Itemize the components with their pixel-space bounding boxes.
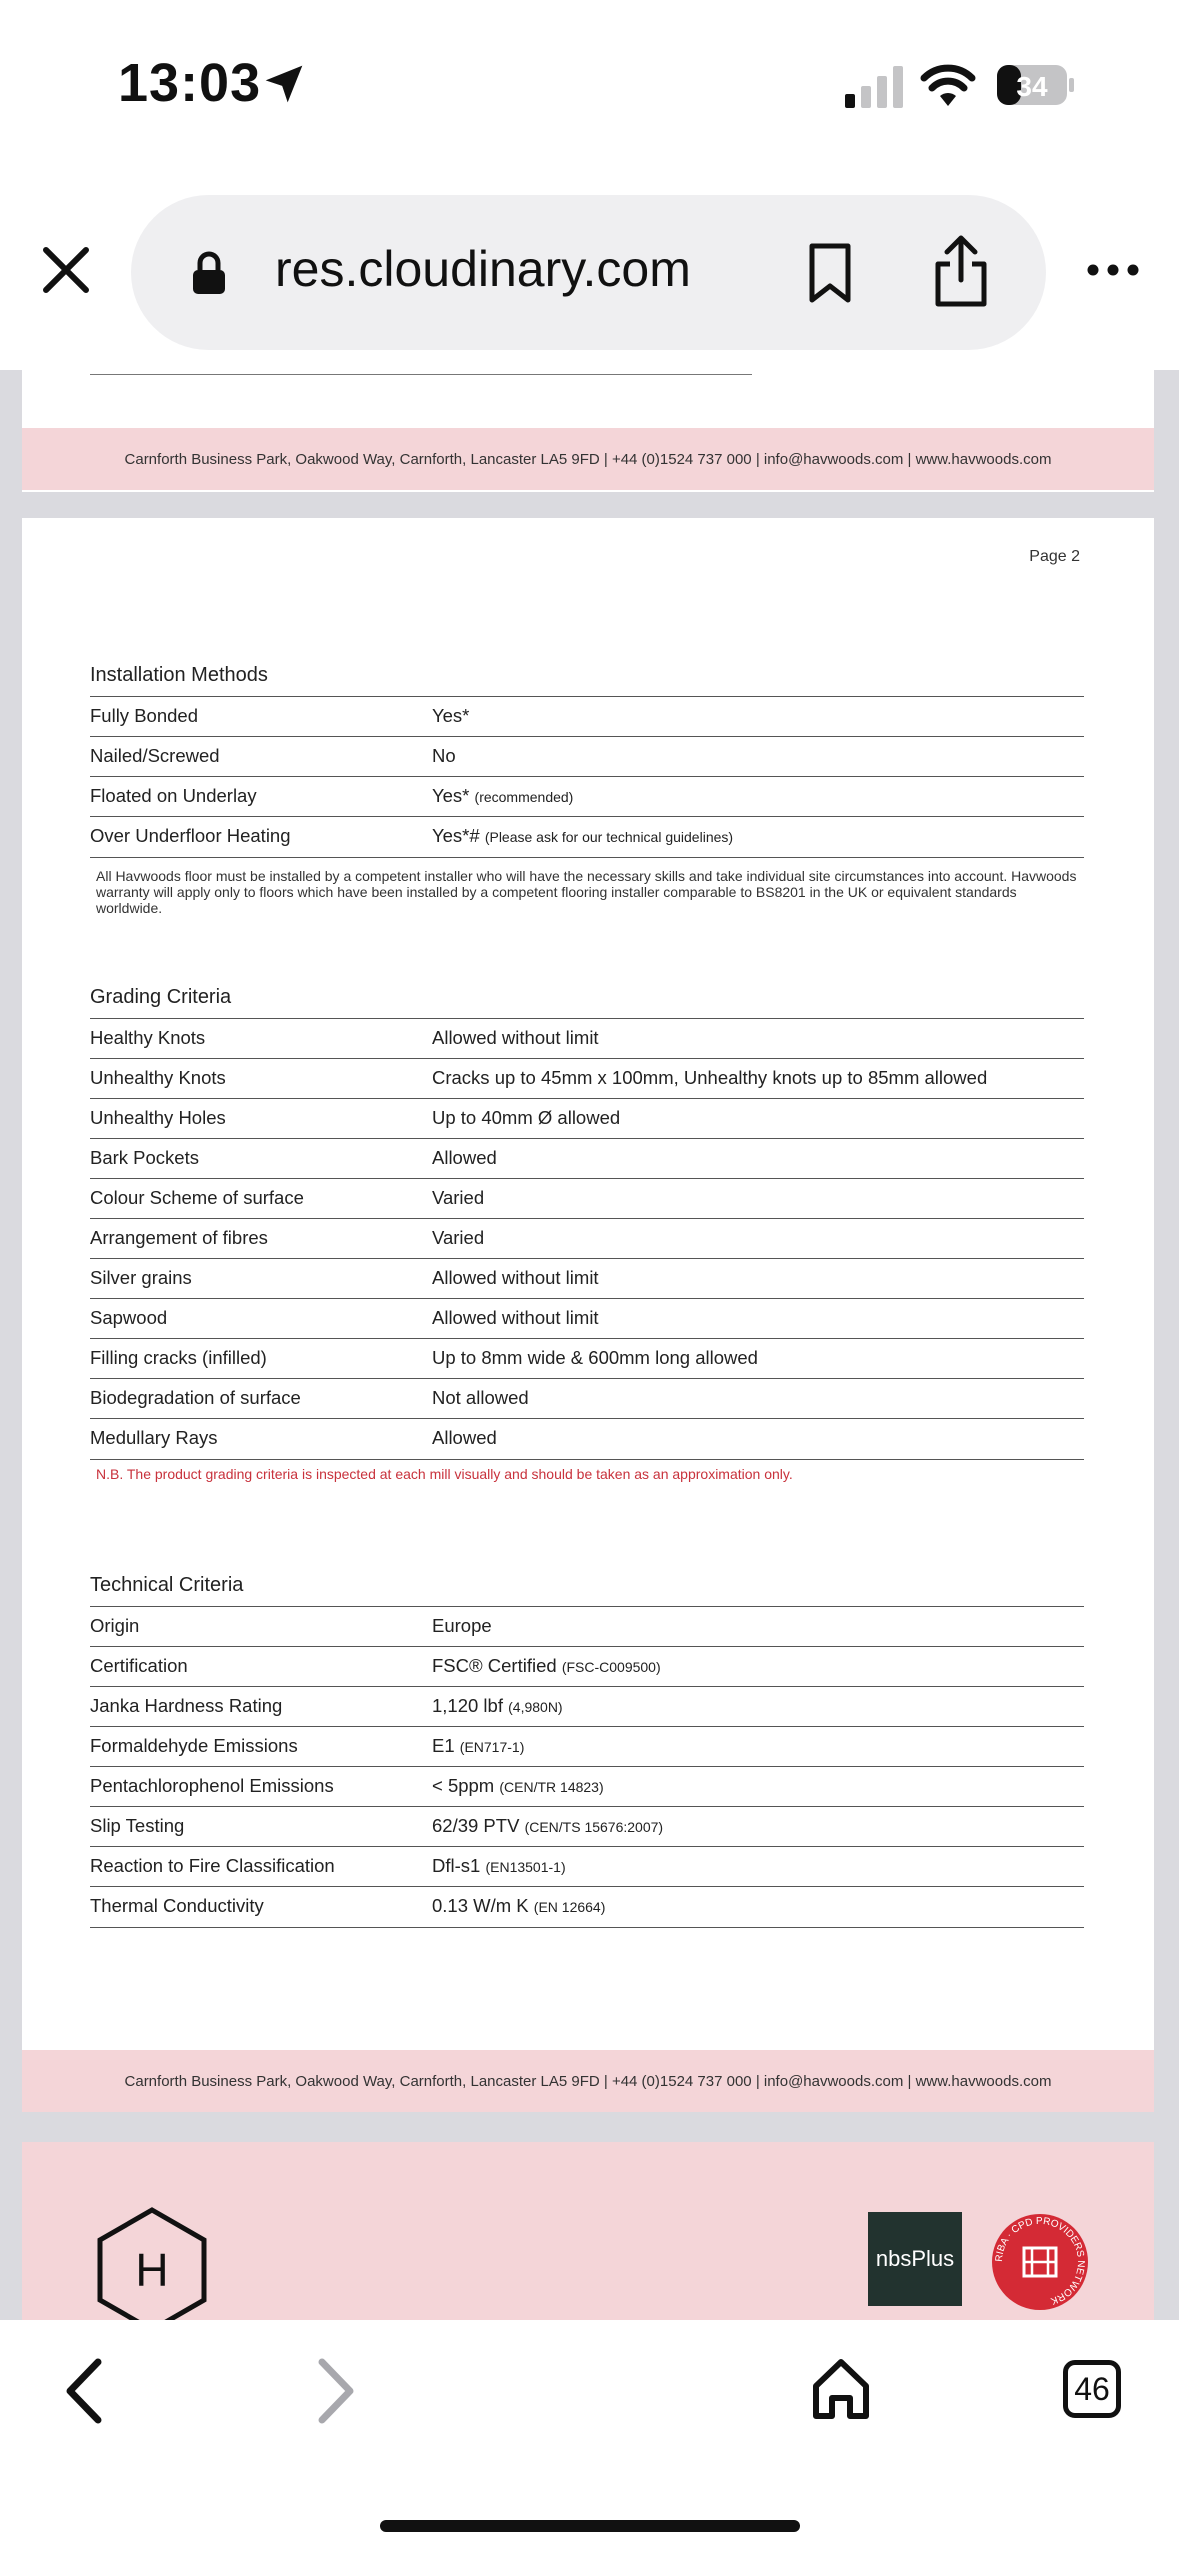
page-number: Page 2	[1029, 548, 1080, 565]
back-arrow-icon[interactable]	[60, 2356, 110, 2426]
table-row: Janka Hardness Rating 1,120 lbf (4,980N)	[90, 1686, 1084, 1727]
divider	[90, 374, 752, 375]
share-icon[interactable]	[932, 234, 990, 308]
table-row: Bark Pockets Allowed	[90, 1138, 1084, 1179]
table-row	[90, 816, 1084, 858]
table-row: Thermal Conductivity 0.13 W/m K (EN 12664)	[90, 1886, 1084, 1928]
row-value: Yes*# (Please ask for our technical guidelines)	[432, 825, 734, 846]
battery-icon	[996, 64, 1076, 106]
home-icon[interactable]	[810, 2356, 872, 2422]
table-row: Unhealthy Knots Cracks up to 45mm x 100mm, Unhealthy knots up to 85mm allowed	[90, 1058, 1084, 1099]
row-label: Fully Bonded	[90, 705, 198, 726]
forward-arrow-icon[interactable]	[310, 2356, 360, 2426]
row-label: Floated on Underlay	[90, 785, 257, 806]
home-indicator[interactable]	[380, 2520, 800, 2532]
more-options-icon[interactable]	[1085, 262, 1141, 278]
clock-time: 13:03	[118, 53, 262, 113]
lock-icon	[190, 250, 228, 296]
table-row: Healthy Knots Allowed without limit	[90, 1018, 1084, 1059]
table-row	[90, 776, 1084, 817]
row-value: Yes* (recommended)	[432, 785, 574, 806]
table-row: Colour Scheme of surface Varied	[90, 1178, 1084, 1219]
page-footer-address: Carnforth Business Park, Oakwood Way, Carnforth, Lancaster LA5 9FD | +44 (0)1524 737 000 | info@havwoods.com | www.havwoods.com	[22, 428, 1154, 490]
tabs-button[interactable]: 46	[1063, 2360, 1121, 2418]
section-title-grading: Grading Criteria	[90, 986, 232, 1008]
section-title-technical: Technical Criteria	[90, 1574, 244, 1596]
pdf-page-3-top	[22, 2142, 1154, 2320]
table-row: Unhealthy Holes Up to 40mm Ø allowed	[90, 1098, 1084, 1139]
table-row: Formaldehyde Emissions E1 (EN717-1)	[90, 1726, 1084, 1767]
wifi-icon	[920, 62, 976, 108]
table-row: Medullary Rays Allowed	[90, 1418, 1084, 1460]
nbs-plus-logo: nbsPlus	[868, 2212, 962, 2306]
bookmark-icon[interactable]	[806, 242, 854, 304]
installation-disclaimer: All Havwoods floor must be installed by a competent installer who will have the necessary skills and take individual site circumstances into account. Havwoods warranty will apply only to floors which have been installed by a competent flooring installer comparable to BS8201 in the UK or equivalent standards worldwide.	[96, 868, 1077, 916]
pdf-page-2	[22, 518, 1154, 2050]
table-row	[90, 696, 1084, 737]
location-arrow-icon	[262, 62, 306, 106]
row-label: Nailed/Screwed	[90, 745, 220, 766]
row-label: Over Underfloor Heating	[90, 825, 291, 846]
page-footer-address: Carnforth Business Park, Oakwood Way, Carnforth, Lancaster LA5 9FD | +44 (0)1524 737 000 | info@havwoods.com | www.havwoods.com	[22, 2050, 1154, 2112]
svg-text:H: H	[135, 2244, 169, 2296]
grading-note: N.B. The product grading criteria is inspected at each mill visually and should be taken as an approximation only.	[96, 1466, 793, 1482]
table-row: Pentachlorophenol Emissions < 5ppm (CEN/TR 14823)	[90, 1766, 1084, 1807]
url-text[interactable]: res.cloudinary.com	[275, 241, 691, 297]
table-row: Sapwood Allowed without limit	[90, 1298, 1084, 1339]
havwoods-logo-icon	[86, 2204, 218, 2320]
table-row	[90, 736, 1084, 777]
riba-cpd-logo-icon	[990, 2212, 1090, 2312]
row-value: No	[432, 745, 456, 766]
table-row: Silver grains Allowed without limit	[90, 1258, 1084, 1299]
table-row: Reaction to Fire Classification Dfl-s1 (EN13501-1)	[90, 1846, 1084, 1887]
status-bar	[0, 0, 1179, 175]
row-value: Yes*	[432, 705, 470, 726]
section-title-installation: Installation Methods	[90, 664, 268, 686]
battery-level: 34	[1016, 71, 1048, 102]
pdf-document-view[interactable]	[0, 370, 1179, 2320]
cellular-signal-icon	[845, 66, 905, 108]
table-row: Biodegradation of surface Not allowed	[90, 1378, 1084, 1419]
table-row: Filling cracks (infilled) Up to 8mm wide & 600mm long allowed	[90, 1338, 1084, 1379]
table-row: Slip Testing 62/39 PTV (CEN/TS 15676:2007)	[90, 1806, 1084, 1847]
table-row: Certification FSC® Certified (FSC-C009500)	[90, 1646, 1084, 1687]
table-row: Origin Europe	[90, 1606, 1084, 1647]
svg-text:RIBA · CPD PROVIDERS NETWORK: RIBA · CPD PROVIDERS NETWORK	[993, 2215, 1087, 2307]
table-row: Arrangement of fibres Varied	[90, 1218, 1084, 1259]
close-icon[interactable]	[36, 240, 96, 300]
